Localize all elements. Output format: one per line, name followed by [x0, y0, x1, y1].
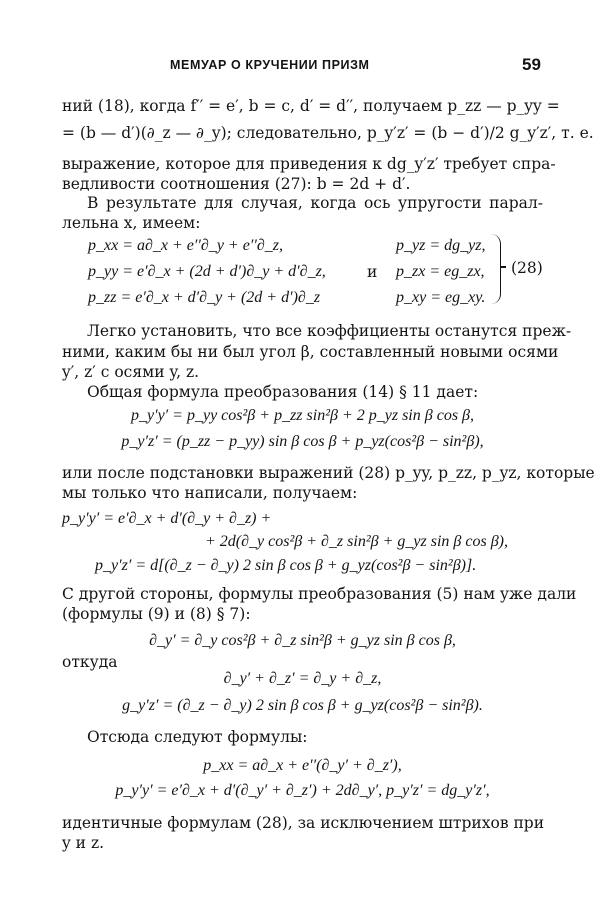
transform-eq-2: p_y′z′ = (p_zz − p_yy) sin β cos β + p_yz(cos²β − sin²β),: [121, 433, 484, 450]
text-line-7: Легко установить, что все коэффициенты останутся преж-: [87, 322, 572, 340]
eq28-line-1: p_xx = a∂_x + e′′∂_y + e′′∂_z,: [88, 237, 283, 254]
eq28-line-3: p_zz = e′∂_x + d′∂_y + (2d + d′)∂_z: [88, 289, 321, 306]
eq28-line-5: p_zx = eg_zx,: [396, 263, 485, 280]
deform-eq-2: ∂_y′ + ∂_z′ = ∂_y + ∂_z,: [223, 670, 382, 687]
text-line-4: ведливости соотношения (27): b = 2d + d′.: [62, 175, 411, 193]
text-line-2: = (b — d′)(∂_z — ∂_y); следовательно, p_y′z′ = (b − d′)/2 g_y′z′, т. е.: [62, 124, 594, 142]
right-brace: [490, 234, 501, 304]
text-line-8: ними, каким бы ни был угол β, составленный новыми осями: [62, 343, 559, 361]
subst-eq-2: + 2d(∂_y cos²β + ∂_z sin²β + g_yz sin β cos β),: [205, 533, 508, 550]
text-line-6: лельна x, имеем:: [62, 214, 201, 232]
running-header: МЕМУАР О КРУЧЕНИИ ПРИЗМ: [170, 58, 370, 72]
text-line-1: ний (18), когда f′′ = e′, b = c, d′ = d′′, получаем p_zz — p_yy =: [62, 97, 560, 115]
deform-eq-1: ∂_y′ = ∂_y cos²β + ∂_z sin²β + g_yz sin β cos β,: [149, 632, 456, 649]
text-line-9: y′, z′ с осями y, z.: [62, 363, 200, 381]
text-line-13: С другой стороны, формулы преобразования (5) нам уже дали: [62, 585, 577, 603]
eq28-conjunction: и: [367, 263, 378, 281]
eq28-line-2: p_yy = e′∂_x + (2d + d′)∂_y + d′∂_z,: [88, 263, 326, 280]
final-eq-1: p_xx = a∂_x + e′′(∂_y′ + ∂_z′),: [203, 757, 402, 774]
deform-eq-3: g_y′z′ = (∂_z − ∂_y) 2 sin β cos β + g_yz(cos²β − sin²β).: [122, 697, 483, 714]
text-line-12: мы только что написали, получаем:: [62, 484, 358, 502]
transform-eq-1: p_y′y′ = p_yy cos²β + p_zz sin²β + 2 p_yz sin β cos β,: [130, 407, 475, 424]
text-line-11: или после подстановки выражений (28) p_yy, p_zz, p_yz, которые: [62, 464, 595, 482]
subst-eq-3: p_y′z′ = d[(∂_z − ∂_y) 2 sin β cos β + g_yz(cos²β − sin²β)].: [95, 557, 477, 574]
text-line-18: y и z.: [62, 834, 105, 852]
text-line-10: Общая формула преобразования (14) § 11 дает:: [87, 383, 479, 401]
subst-eq-1: p_y′y′ = e′∂_x + d′(∂_y + ∂_z) +: [62, 510, 272, 527]
text-line-16: Отсюда следуют формулы:: [87, 728, 308, 746]
page-number: 59: [522, 55, 541, 74]
text-line-17: идентичные формулам (28), за исключением штрихов при: [62, 814, 545, 832]
eq28-line-4: p_yz = dg_yz,: [396, 237, 486, 254]
text-line-15: откуда: [62, 653, 118, 671]
text-line-5: В результате для случая, когда ось упругости парал-: [87, 194, 543, 212]
text-line-14: (формулы (9) и (8) § 7):: [62, 605, 251, 623]
eq28-line-6: p_xy = eg_xy.: [396, 289, 486, 306]
final-eq-2: p_y′y′ = e′∂_x + d′(∂_y′ + ∂_z′) + 2d∂_y′, p_y′z′ = dg_y′z′,: [115, 782, 490, 799]
text-line-3: выражение, которое для приведения к dg_y′z′ требует спра-: [62, 155, 556, 173]
equation-number: (28): [511, 259, 543, 277]
